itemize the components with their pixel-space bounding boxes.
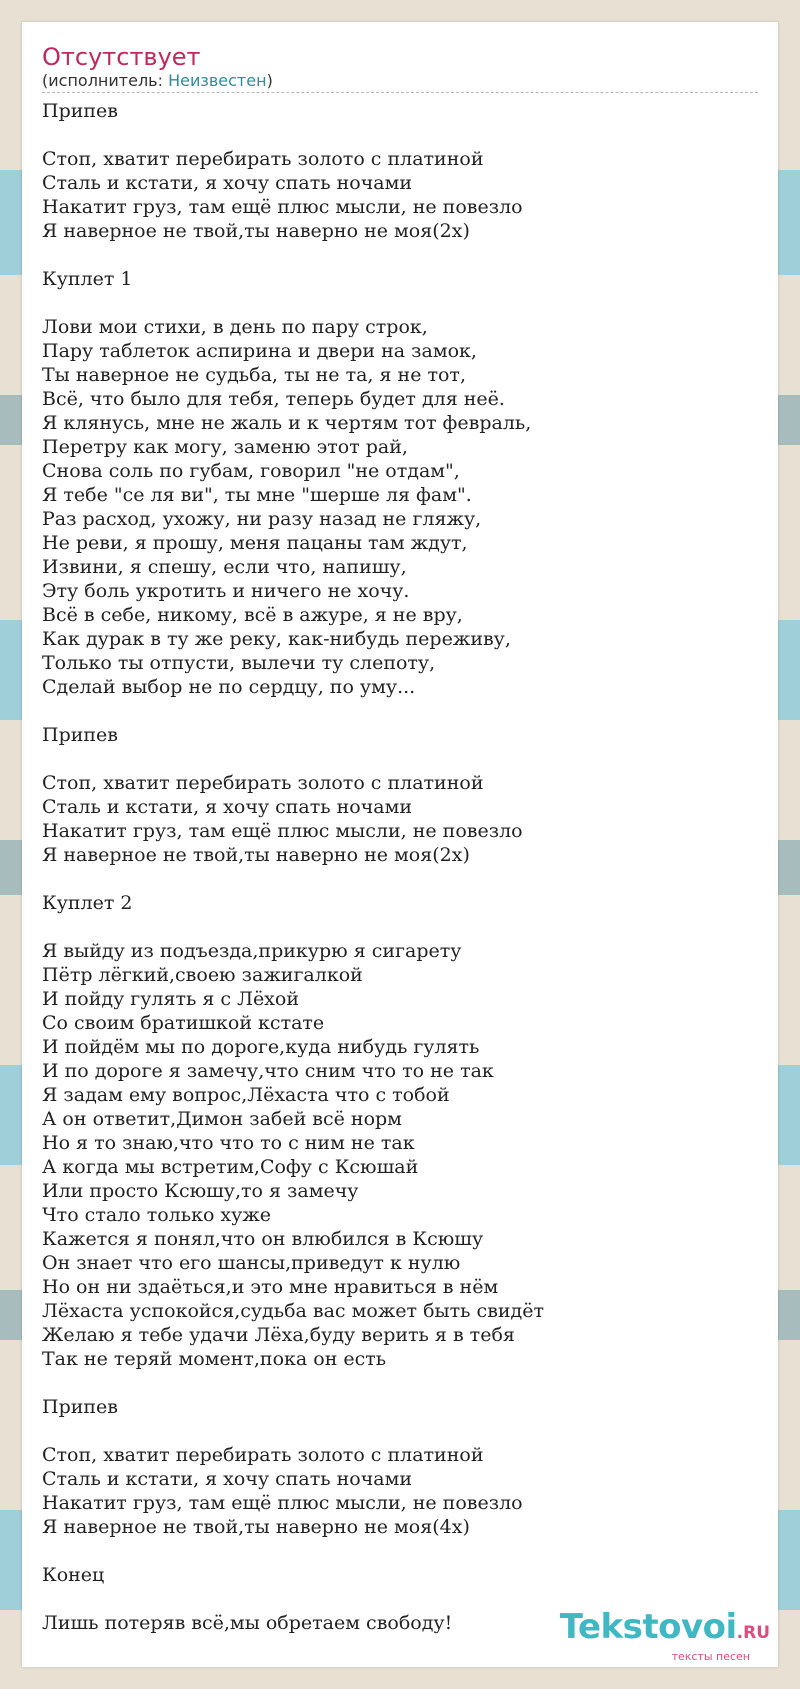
blank-line xyxy=(42,123,758,147)
lyric-line: И по дороге я замечу,что сним что то не так xyxy=(42,1060,494,1082)
artist-suffix: ) xyxy=(266,71,273,90)
lyric-line: Сделай выбор не по сердцу, по уму... xyxy=(42,676,416,698)
blank-line xyxy=(42,243,758,267)
blank-line xyxy=(42,747,758,771)
artist-prefix: (исполнитель: xyxy=(42,71,169,90)
site-logo[interactable] xyxy=(560,1609,770,1663)
lyric-line: Припев xyxy=(42,100,118,122)
lyric-line: Сталь и кстати, я хочу спать ночами xyxy=(42,1468,413,1490)
lyric-line: Стоп, хватит перебирать золото с платиной xyxy=(42,772,484,794)
lyric-line: Я наверное не твой,ты наверно не моя(4х) xyxy=(42,1516,470,1538)
lyric-line: Снова соль по губам, говорил "не отдам", xyxy=(42,460,460,482)
lyric-line: И пойдём мы по дороге,куда нибудь гулять xyxy=(42,1036,480,1058)
lyric-line: Стоп, хватит перебирать золото с платиной xyxy=(42,148,484,170)
lyric-line: Всё в себе, никому, всё в ажуре, я не вру, xyxy=(42,604,463,626)
logo-name: Tekstovoi xyxy=(559,1607,737,1647)
lyric-line: Но он ни здаёться,и это мне нравиться в нём xyxy=(42,1276,499,1298)
song-header xyxy=(42,42,758,93)
lyric-line: Всё, что было для тебя, теперь будет для неё. xyxy=(42,388,505,410)
lyric-line: А он ответит,Димон забей всё норм xyxy=(42,1108,402,1130)
lyric-line: И пойду гулять я с Лёхой xyxy=(42,988,300,1010)
lyric-line: Накатит груз, там ещё плюс мысли, не повезло xyxy=(42,196,523,218)
lyric-line: Припев xyxy=(42,724,118,746)
lyric-line: Так не теряй момент,пока он есть xyxy=(42,1348,387,1370)
lyric-line: Как дурак в ту же реку, как-нибудь переживу, xyxy=(42,628,511,650)
lyric-line: Что стало только хуже xyxy=(42,1204,272,1226)
lyric-line: Куплет 1 xyxy=(42,268,133,290)
lyrics-panel xyxy=(22,22,778,1667)
lyric-line: Эту боль укротить и ничего не хочу. xyxy=(42,580,410,602)
lyric-line: Но я то знаю,что что то с ним не так xyxy=(42,1132,415,1154)
lyric-line: Накатит груз, там ещё плюс мысли, не повезло xyxy=(42,1492,523,1514)
lyrics-text xyxy=(42,99,758,1635)
lyric-line: Припев xyxy=(42,1396,118,1418)
lyric-line: Я наверное не твой,ты наверно не моя(2х) xyxy=(42,220,470,242)
lyric-line: Я выйду из подъезда,прикурю я сигарету xyxy=(42,940,462,962)
lyric-line: Со своим братишкой кстате xyxy=(42,1012,325,1034)
lyric-line: Я клянусь, мне не жаль и к чертям тот февраль, xyxy=(42,412,532,434)
lyric-line: Сталь и кстати, я хочу спать ночами xyxy=(42,796,413,818)
lyric-line: Я тебе "се ля ви", ты мне "шерше ля фам". xyxy=(42,484,472,506)
lyric-line: Накатит груз, там ещё плюс мысли, не повезло xyxy=(42,820,523,842)
lyric-line: Стоп, хватит перебирать золото с платиной xyxy=(42,1444,484,1466)
lyric-line: Конец xyxy=(42,1564,105,1586)
logo-tld: .RU xyxy=(736,1623,770,1643)
lyric-line: Желаю я тебе удачи Лёха,буду верить я в тебя xyxy=(42,1324,515,1346)
lyric-line: Лишь потеряв всё,мы обретаем свободу! xyxy=(42,1612,453,1634)
lyric-line: Только ты отпусти, вылечи ту слепоту, xyxy=(42,652,436,674)
lyric-line: Кажется я понял,что он влюбился в Ксюшу xyxy=(42,1228,484,1250)
blank-line xyxy=(42,867,758,891)
blank-line xyxy=(42,699,758,723)
blank-line xyxy=(42,291,758,315)
lyric-line: А когда мы встретим,Софу с Ксюшай xyxy=(42,1156,419,1178)
lyric-line: Не реви, я прошу, меня пацаны там ждут, xyxy=(42,532,468,554)
lyric-line: Лови мои стихи, в день по пару строк, xyxy=(42,316,428,338)
blank-line xyxy=(42,1419,758,1443)
logo-wordmark xyxy=(560,1609,770,1651)
lyric-line: Перетру как могу, заменю этот рай, xyxy=(42,436,408,458)
lyric-line: Пару таблеток аспирина и двери на замок, xyxy=(42,340,477,362)
lyric-line: Я наверное не твой,ты наверно не моя(2х) xyxy=(42,844,470,866)
lyric-line: Лёхаста успокойся,судьба вас может быть свидёт xyxy=(42,1300,545,1322)
lyric-line: Он знает что его шансы,приведут к нулю xyxy=(42,1252,461,1274)
song-title: Отсутствует xyxy=(42,43,201,71)
lyric-line: Сталь и кстати, я хочу спать ночами xyxy=(42,172,413,194)
lyric-line: Или просто Ксюшу,то я замечу xyxy=(42,1180,359,1202)
lyric-line: Пётр лёгкий,своею зажигалкой xyxy=(42,964,363,986)
blank-line xyxy=(42,1539,758,1563)
lyric-line: Ты наверное не судьба, ты не та, я не тот, xyxy=(42,364,466,386)
lyric-line: Куплет 2 xyxy=(42,892,133,914)
blank-line xyxy=(42,1371,758,1395)
lyric-line: Я задам ему вопрос,Лёхаста что с тобой xyxy=(42,1084,450,1106)
artist-line xyxy=(42,72,758,90)
blank-line xyxy=(42,915,758,939)
lyric-line: Извини, я спешу, если что, напишу, xyxy=(42,556,407,578)
lyric-line: Раз расход, ухожу, ни разу назад не гляжу, xyxy=(42,508,482,530)
logo-tagline: тексты песен xyxy=(671,1650,750,1663)
artist-link[interactable]: Неизвестен xyxy=(168,71,267,90)
